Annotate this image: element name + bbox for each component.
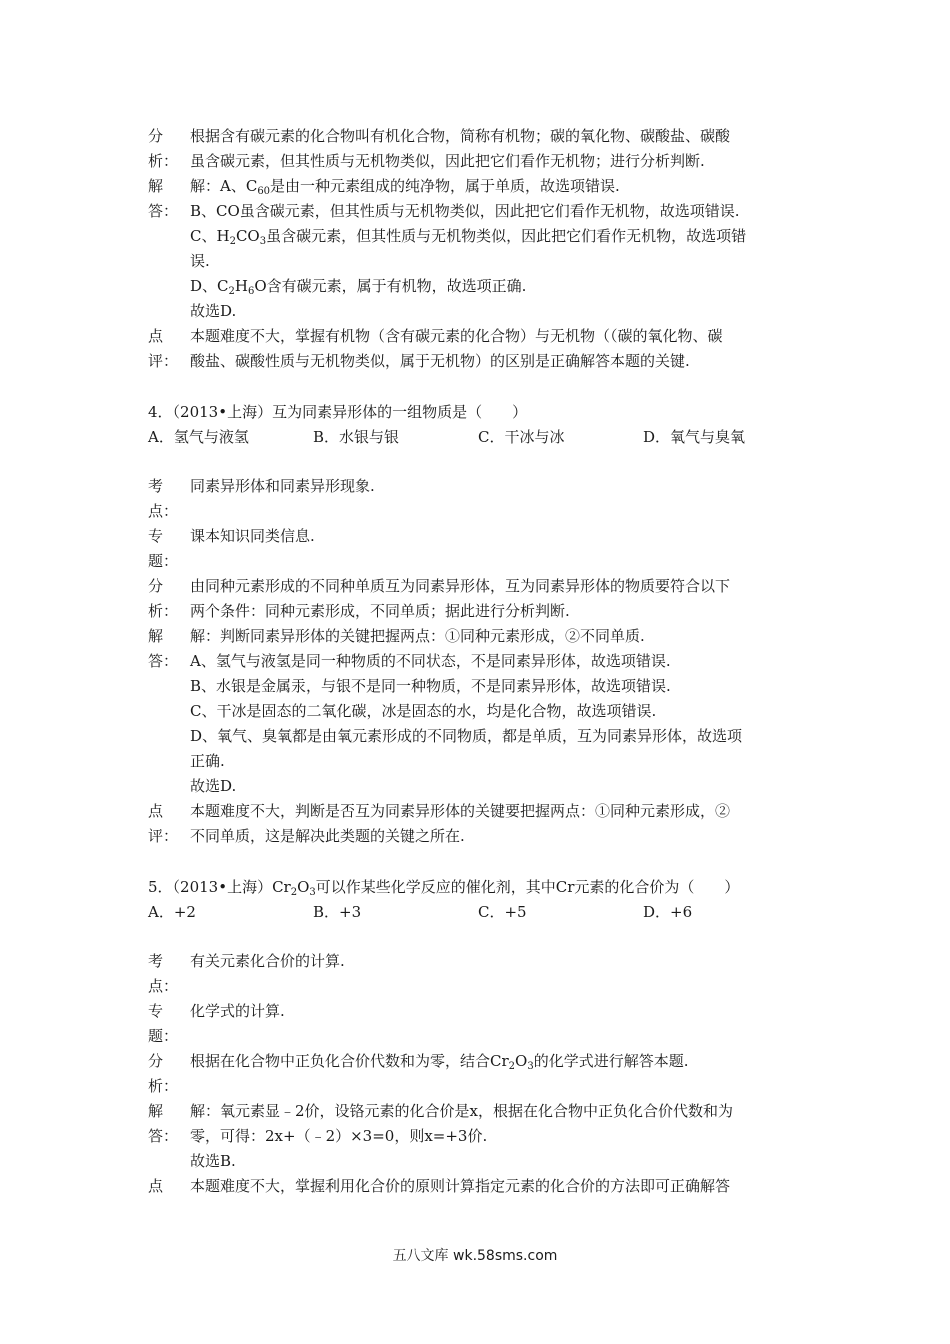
q5-analysis [148,1049,808,1099]
q3-solution-line: 误. [190,252,210,270]
q3-analysis-line: 根据含有碳元素的化合物叫有机化合物，简称有机物；碳的氧化物、碳酸盐、碳酸 [190,127,731,145]
q3-solution-line: D、$C_2H_6O$含有碳元素，属于有机物，故选项正确. [190,277,527,297]
q5-solution-line: 解：氧元素显﹣2价，设铬元素的化合价是x，根据在化合物中正负化合价代数和为 [190,1102,734,1120]
q3-analysis-line: 虽含碳元素，但其性质与无机物类似，因此把它们看作无机物；进行分析判断. [190,152,705,170]
q5-comment [148,1174,808,1199]
q4-solution-line: 解：判断同素异形体的关键把握两点：①同种元素形成，②不同单质. [190,627,645,645]
q3-analysis-label: 分 析： [148,127,179,170]
q4-stem: 4．（2013•上海）互为同素异形体的一组物质是（ ） [148,403,528,421]
q3-comment [148,324,808,374]
page-footer: 五八文库 wk.58sms.com [392,1248,558,1264]
q4-solution [148,624,808,799]
q4-point [148,474,808,524]
q5-topic-text: 化学式的计算. [190,1002,285,1020]
q3-solution-line: C、$H_2CO_3$虽含碳元素，但其性质与无机物类似，因此把它们看作无机物，故选项错 [190,227,747,247]
q5-analysis-line: 根据在化合物中正负化合价代数和为零，结合$Cr_2O_3$的化学式进行解答本题. [190,1052,689,1072]
q3-comment-label: 点 评： [148,327,179,370]
q4-point-text: 同素异形体和同素异形现象. [190,477,375,495]
q5-option-a: A．+2 [148,903,196,921]
q5-analysis-label: 分 析： [148,1052,179,1095]
q3-solution-line: 故选D. [190,302,237,320]
q4-solution-line: 故选D. [190,777,237,795]
q3-comment-line: 本题难度不大，掌握有机物（含有碳元素的化合物）与无机物（（碳的氧化物、碳 [190,327,723,345]
q3-solution-line: 解：A、$C_{60}$是由一种元素组成的纯净物，属于单质，故选项错误. [190,177,620,197]
q4-solution-line: C、干冰是固态的二氧化碳，冰是固态的水，均是化合物，故选项错误. [190,702,657,720]
q5-option-d: D．+6 [643,903,693,921]
q3-solution-line: B、CO虽含碳元素，但其性质与无机物类似，因此把它们看作无机物，故选项错误. [190,202,740,220]
q4-comment-line: 本题难度不大，判断是否互为同素异形体的关键要把握两点：①同种元素形成，② [190,802,731,820]
q4-options [148,425,808,450]
q4-option-a: A．氢气与液氢 [148,428,249,446]
q4-option-b: B．水银与银 [313,428,400,446]
q4-analysis-line: 两个条件：同种元素形成，不同单质；据此进行分析判断. [190,602,570,620]
q5-comment-line: 本题难度不大，掌握利用化合价的原则计算指定元素的化合价的方法即可正确解答 [190,1177,731,1195]
q5-options [148,900,808,925]
q5-solution-label: 解 答： [148,1102,179,1145]
q4-topic [148,524,808,574]
q3-solution [148,174,808,324]
q4-comment-line: 不同单质，这是解决此类题的关键之所在. [190,827,465,845]
q4-analysis-label: 分 析： [148,577,179,620]
q5-option-c: C．+5 [478,903,527,921]
q5-option-b: B．+3 [313,903,362,921]
q4-solution-line: 正确. [190,752,225,770]
q4-solution-label: 解 答： [148,627,179,670]
q3-solution-label: 解 答： [148,177,179,220]
document-body [148,124,808,1199]
q3-comment-line: 酸盐、碳酸性质与无机物类似，属于无机物）的区别是正确解答本题的关键. [190,352,690,370]
q4-option-c: C．干冰与冰 [478,428,565,446]
q4-point-label: 考 点： [148,477,179,520]
q4-topic-text: 课本知识同类信息. [190,527,315,545]
q4-analysis-line: 由同种元素形成的不同种单质互为同素异形体，互为同素异形体的物质要符合以下 [190,577,731,595]
q5-topic-label: 专 题： [148,1002,179,1045]
q5-solution [148,1099,808,1174]
q4-solution-line: D、氧气、臭氧都是由氧元素形成的不同物质，都是单质，互为同素异形体，故选项 [190,727,743,745]
q4-comment [148,799,808,849]
q5-solution-line: 故选B. [190,1152,236,1170]
q4-topic-label: 专 题： [148,527,179,570]
q5-stem: 5．（2013•上海）$Cr_2O_3$可以作某些化学反应的催化剂，其中Cr元素的化合价为（ ） [148,878,740,898]
q3-analysis [148,124,808,174]
q4-option-d: D．氧气与臭氧 [643,428,746,446]
q5-comment-label: 点 [148,1177,164,1195]
q5-solution-line: 零，可得：2x+（﹣2）×3=0，则x=+3价. [190,1127,488,1145]
q4-comment-label: 点 评： [148,802,179,845]
q4-solution-line: B、水银是金属汞，与银不是同一种物质，不是同素异形体，故选项错误. [190,677,671,695]
q5-topic [148,999,808,1049]
q5-point-label: 考 点： [148,952,179,995]
q5-point [148,949,808,999]
q5-point-text: 有关元素化合价的计算. [190,952,345,970]
q4-solution-line: A、氢气与液氢是同一种物质的不同状态，不是同素异形体，故选项错误. [190,652,671,670]
q4-analysis [148,574,808,624]
